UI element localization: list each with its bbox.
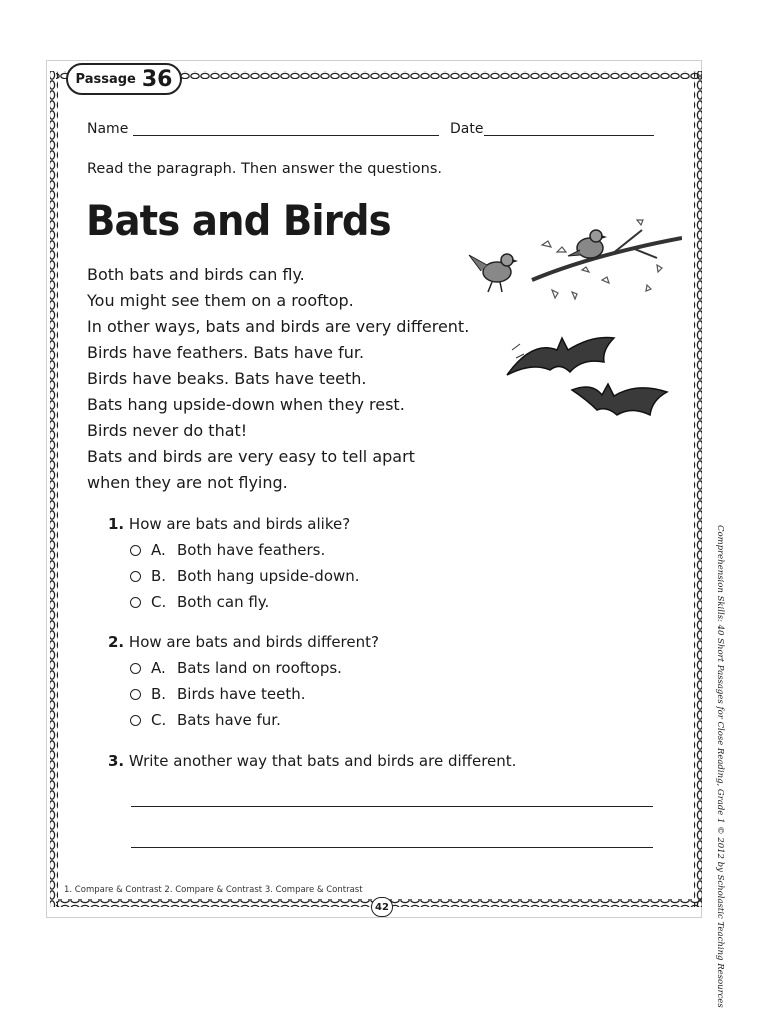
question-text: How are bats and birds different? — [128, 633, 379, 651]
radio-circle-icon[interactable] — [130, 571, 141, 582]
name-line[interactable] — [133, 135, 439, 136]
page-title: Bats and Birds — [86, 196, 391, 245]
question-number: 3. — [108, 752, 125, 770]
paragraph-line: Both bats and birds can fly. — [87, 265, 305, 284]
name-label: Name — [87, 121, 129, 137]
bats-birds-illustration — [462, 210, 682, 425]
question-number: 1. — [108, 515, 125, 533]
bat-icon — [572, 384, 667, 415]
option-key: B. — [151, 567, 167, 585]
answer-line[interactable] — [131, 847, 653, 848]
paragraph-line: In other ways, bats and birds are very different. — [87, 317, 470, 336]
option-key: B. — [151, 685, 167, 703]
q1-option-c[interactable] — [130, 593, 269, 611]
q2-option-b[interactable] — [130, 685, 306, 703]
question-1 — [108, 515, 350, 533]
option-text: Both can fly. — [177, 593, 270, 611]
question-2 — [108, 633, 379, 651]
bird-icon — [469, 254, 518, 292]
paragraph-line: Birds never do that! — [87, 421, 248, 440]
passage-badge — [66, 63, 182, 95]
q2-option-a[interactable] — [130, 659, 342, 677]
page-number: 42 — [371, 897, 393, 917]
side-credit-text: Comprehension Skills: 40 Short Passages for Close Reading, Grade 1 © 2012 by Scholastic Teaching Resources — [715, 525, 725, 1008]
bird-icon — [568, 230, 607, 258]
option-text: Both have feathers. — [177, 541, 326, 559]
passage-paragraph — [87, 262, 507, 496]
question-number: 2. — [108, 633, 125, 651]
paragraph-line: Bats and birds are very easy to tell apart — [87, 447, 415, 466]
paragraph-line: when they are not flying. — [87, 473, 288, 492]
radio-circle-icon[interactable] — [130, 715, 141, 726]
paragraph-line: Birds have beaks. Bats have teeth. — [87, 369, 367, 388]
option-text: Both hang upside-down. — [177, 567, 360, 585]
passage-label: Passage — [75, 71, 136, 87]
radio-circle-icon[interactable] — [130, 597, 141, 608]
bat-icon — [507, 338, 614, 376]
paragraph-line: Bats hang upside-down when they rest. — [87, 395, 405, 414]
q1-option-a[interactable] — [130, 541, 325, 559]
paragraph-line: Birds have feathers. Bats have fur. — [87, 343, 365, 362]
option-key: A. — [151, 659, 166, 677]
option-key: C. — [151, 711, 167, 729]
question-3 — [108, 752, 516, 770]
date-line[interactable] — [484, 135, 654, 136]
option-text: Bats have fur. — [177, 711, 281, 729]
side-credit — [713, 525, 727, 1008]
branch — [532, 238, 682, 280]
instructions: Read the paragraph. Then answer the questions. — [87, 161, 443, 177]
radio-circle-icon[interactable] — [130, 663, 141, 674]
option-text: Bats land on rooftops. — [177, 659, 342, 677]
question-text: Write another way that bats and birds are different. — [128, 752, 517, 770]
radio-circle-icon[interactable] — [130, 545, 141, 556]
q2-option-c[interactable] — [130, 711, 281, 729]
passage-number: 36 — [141, 66, 173, 92]
q1-option-b[interactable] — [130, 567, 360, 585]
option-text: Birds have teeth. — [177, 685, 306, 703]
skills-footer: 1. Compare & Contrast 2. Compare & Contrast 3. Compare & Contrast — [64, 885, 363, 895]
radio-circle-icon[interactable] — [130, 689, 141, 700]
question-text: How are bats and birds alike? — [128, 515, 351, 533]
answer-line[interactable] — [131, 806, 653, 807]
option-key: C. — [151, 593, 167, 611]
paragraph-line: You might see them on a rooftop. — [87, 291, 354, 310]
date-label: Date — [450, 121, 484, 137]
option-key: A. — [151, 541, 166, 559]
